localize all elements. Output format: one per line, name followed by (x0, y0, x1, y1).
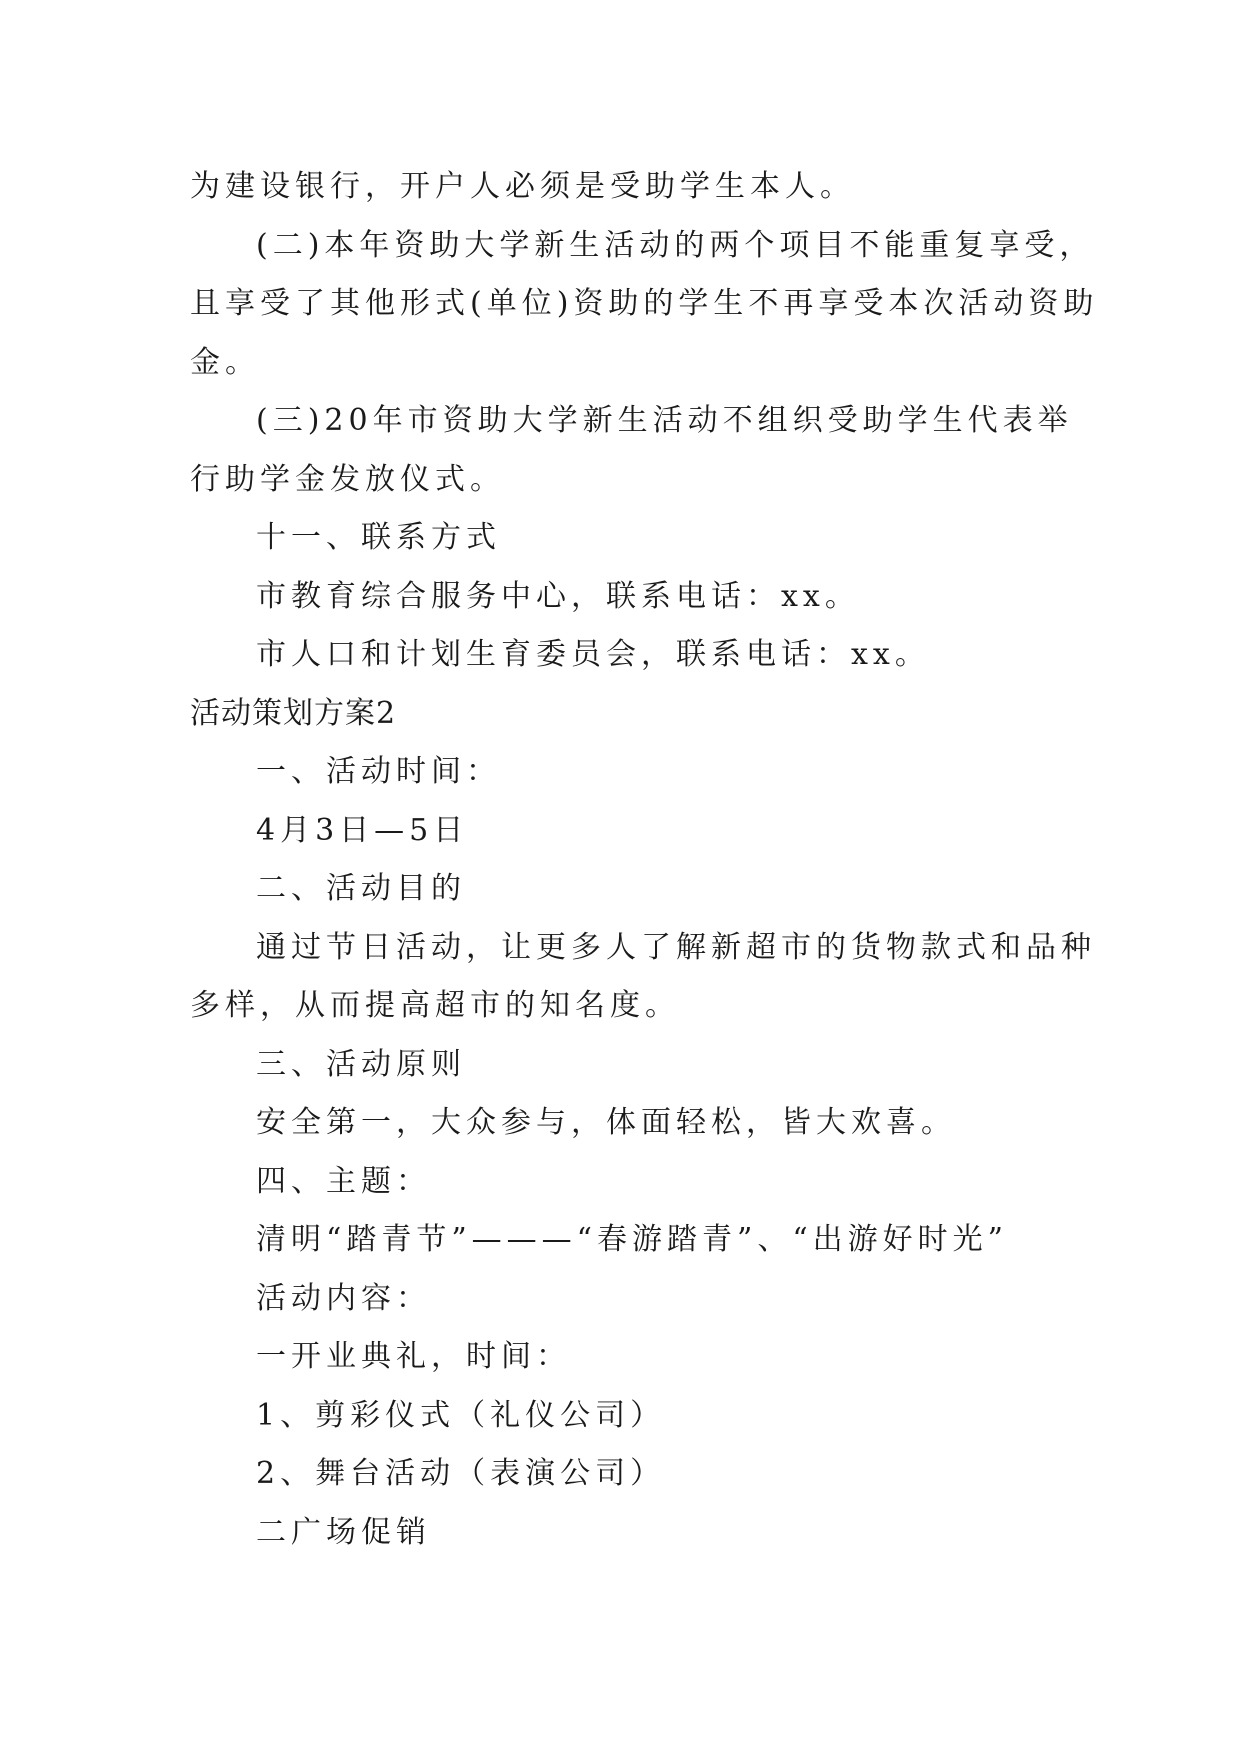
section-heading: 二、活动目的 (256, 871, 466, 906)
section-heading: 一、活动时间： (256, 754, 501, 789)
paragraph-line: 市人口和计划生育委员会，联系电话：xx。 (256, 637, 930, 672)
paragraph-line: 行助学金发放仪式。 (190, 461, 505, 497)
list-item: 1、剪彩仪式（礼仪公司） (256, 1397, 666, 1433)
paragraph-line: 多样，从而提高超市的知名度。 (190, 988, 680, 1023)
section-heading: 三、活动原则 (256, 1046, 466, 1082)
paragraph-line: 一开业典礼，时间： (256, 1339, 571, 1374)
paragraph-line: 4月3日—5日 (256, 812, 469, 848)
section-heading: 活动内容： (256, 1280, 431, 1316)
document-section-title: 活动策划方案2 (190, 695, 397, 731)
paragraph-line: 二广场促销 (256, 1514, 431, 1550)
paragraph-line: 清明“踏青节”———“春游踏青”、“出游好时光” (256, 1222, 1009, 1257)
paragraph-line: 安全第一，大众参与，体面轻松，皆大欢喜。 (256, 1105, 956, 1140)
paragraph-line: 且享受了其他形式(单位)资助的学生不再享受本次活动资助 (190, 286, 1099, 321)
paragraph-line: 为建设银行，开户人必须是受助学生本人。 (190, 169, 855, 204)
paragraph-line: 市教育综合服务中心，联系电话：xx。 (256, 578, 860, 614)
paragraph-line: (三)20年市资助大学新生活动不组织受助学生代表举 (256, 403, 1073, 438)
section-heading: 四、主题： (256, 1163, 431, 1199)
document-body (190, 158, 1099, 1562)
paragraph-line: 金。 (190, 344, 260, 380)
paragraph-line: 通过节日活动，让更多人了解新超市的货物款式和品种 (256, 929, 1096, 965)
section-heading: 十一、联系方式 (256, 520, 501, 555)
paragraph-line: (二)本年资助大学新生活动的两个项目不能重复享受， (256, 227, 1095, 263)
list-item: 2、舞台活动（表演公司） (256, 1456, 666, 1491)
